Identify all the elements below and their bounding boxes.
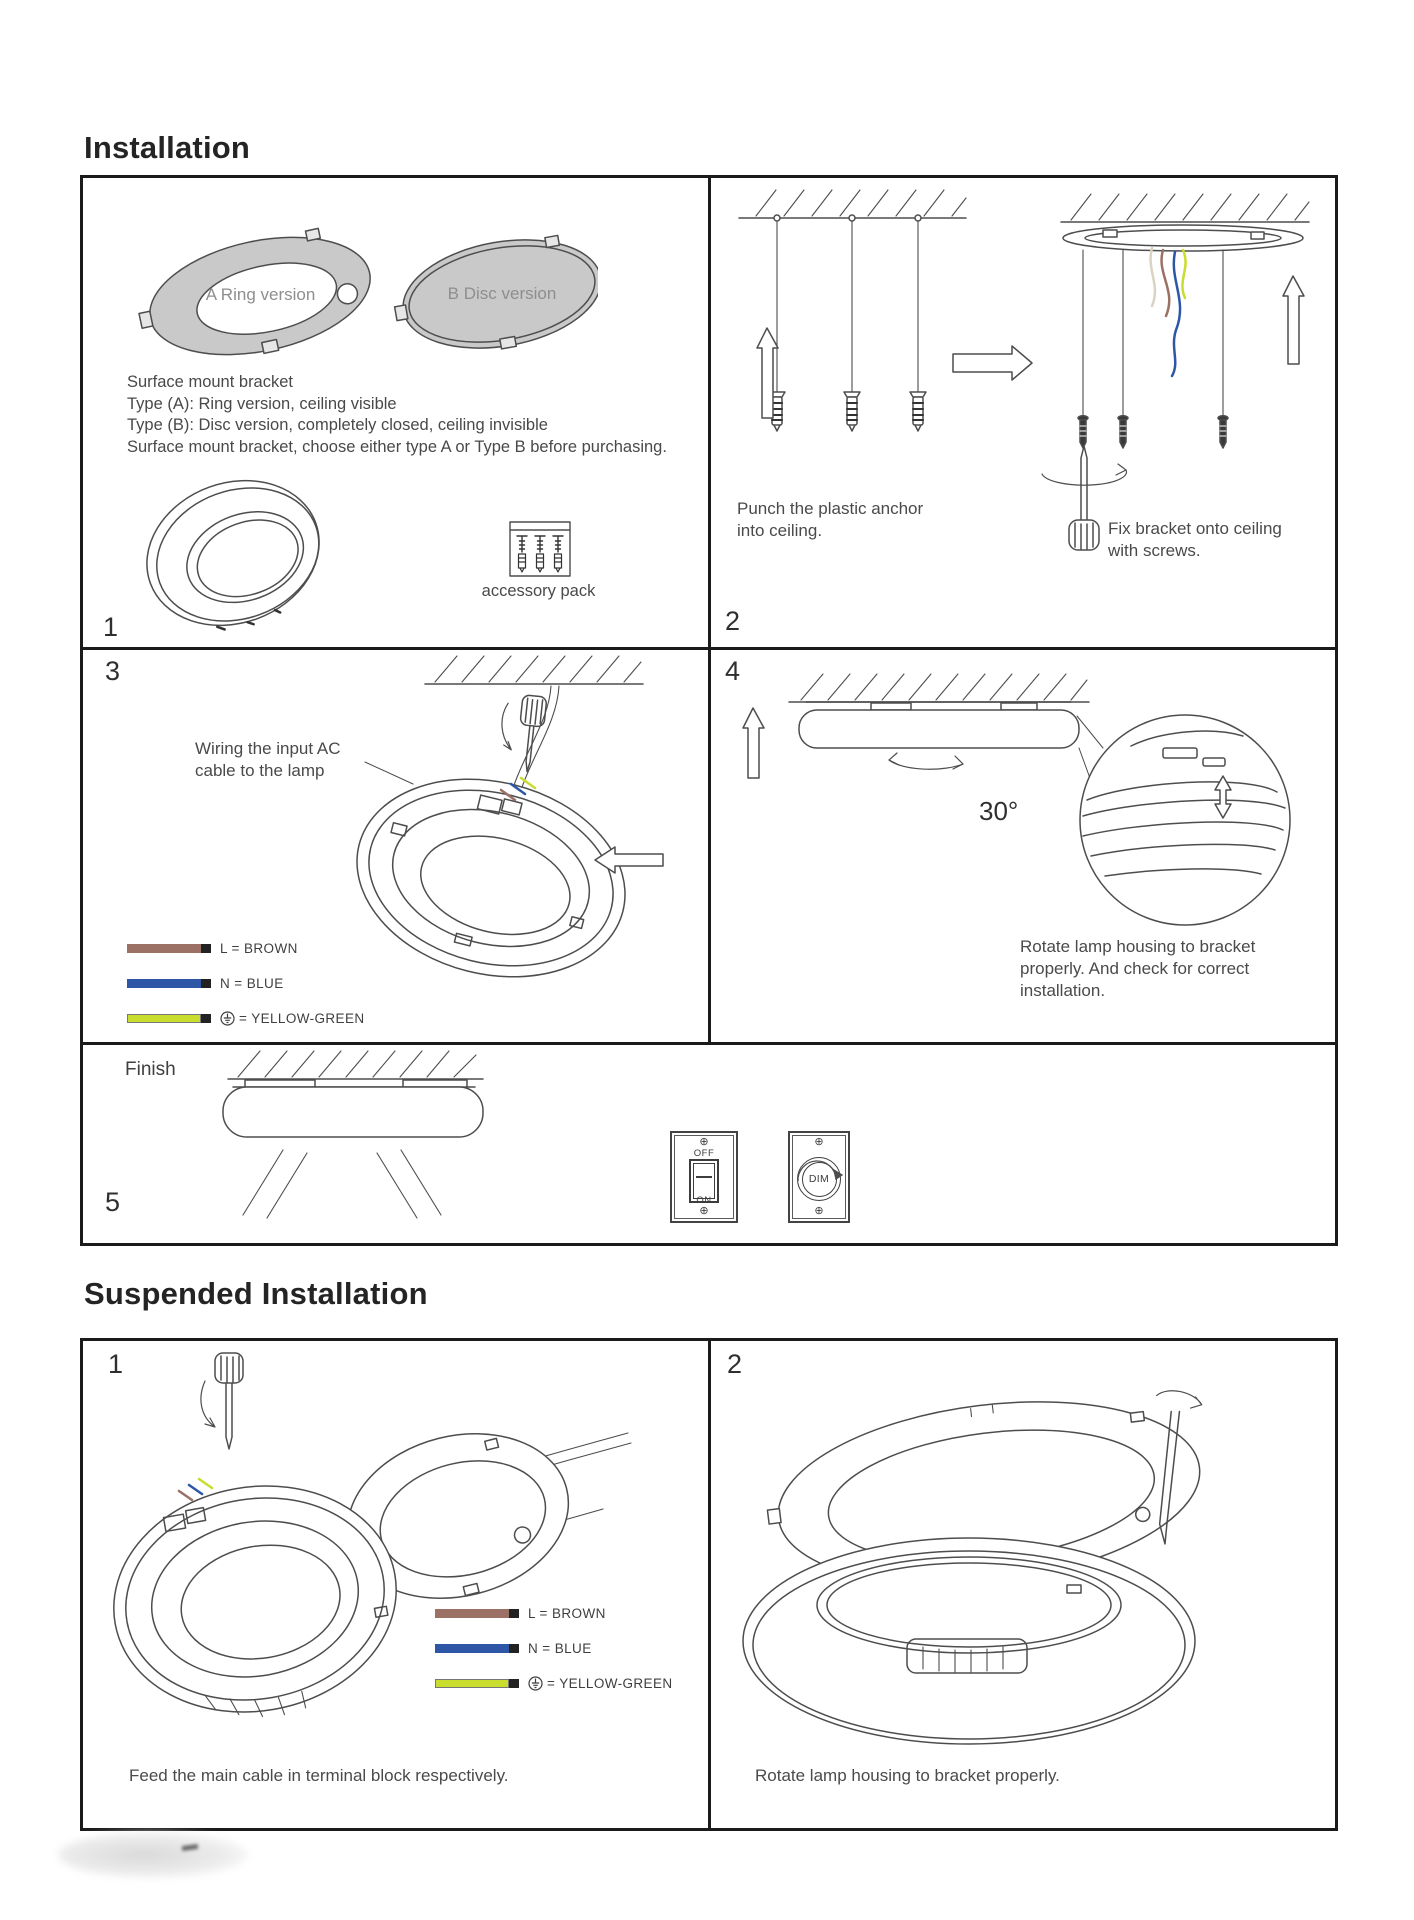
suspended-title: Suspended Installation — [84, 1276, 428, 1311]
panel-number: 1 — [103, 612, 119, 642]
panel-number: 5 — [105, 1187, 121, 1217]
on-off-switch-plate — [670, 1131, 738, 1223]
panel-1 — [83, 178, 711, 647]
description-line: Type (B): Disc version, completely closed, ceiling invisible — [127, 416, 548, 434]
row-2 — [83, 650, 1335, 1045]
blue-wire-swatch — [435, 1644, 509, 1653]
screw-head-icon: ⊕ — [814, 1205, 824, 1217]
panel-3 — [83, 650, 711, 1042]
lamp-housing-drawing — [743, 1538, 1195, 1744]
panel-4 — [711, 650, 1335, 1042]
fix-bracket-caption: Fix bracket onto ceiling with screws. — [1108, 519, 1282, 560]
screwdriver-icon — [497, 693, 547, 773]
installation-title: Installation — [84, 130, 251, 165]
switch-off-label: OFF — [693, 1148, 715, 1159]
detail-circle — [1080, 715, 1290, 925]
switch-on-label: ON — [696, 1194, 712, 1206]
screw-icon — [1118, 416, 1128, 448]
panel-number: 2 — [727, 1349, 743, 1379]
anchor-icon — [844, 392, 860, 431]
feed-cable-caption: Feed the main cable in terminal block respectively. — [129, 1766, 509, 1785]
row-3 — [83, 1045, 1335, 1243]
bracket-drawing — [1063, 225, 1303, 251]
up-arrow-icon — [743, 708, 764, 778]
angle-label: 30° — [979, 796, 1019, 826]
punch-anchor-caption: Punch the plastic anchor into ceiling. — [737, 499, 924, 540]
legend-row-yellow-green: = YELLOW-GREEN — [127, 1012, 365, 1024]
brown-wire-swatch — [435, 1609, 509, 1618]
mounted-lamp-side-view — [223, 1080, 483, 1137]
accessory-pack-label: accessory pack — [481, 582, 596, 600]
screw-icon — [1078, 416, 1088, 448]
feed-cable-drawing — [83, 1341, 705, 1822]
description-line: Surface mount bracket, choose either type A or Type B before purchasing. — [127, 437, 667, 456]
rotate-housing-suspended-drawing — [711, 1341, 1329, 1822]
panel-number: 4 — [725, 656, 741, 686]
lamp-ring-3d-drawing — [138, 463, 333, 638]
row-suspended — [83, 1341, 1335, 1828]
ceiling-hatch — [1061, 194, 1309, 222]
finish-label: Finish — [125, 1059, 176, 1080]
panel-number: 1 — [108, 1349, 124, 1379]
lamp-side-view — [799, 702, 1079, 748]
dimmer-plate — [788, 1131, 850, 1223]
rotate-arc-icon — [791, 1149, 843, 1189]
anchor-icon — [910, 392, 926, 431]
ring-version-label: A Ring version — [205, 285, 316, 304]
ceiling-hatch — [789, 674, 1089, 702]
panel-number: 3 — [105, 656, 121, 686]
legend-row-yellow-green: = YELLOW-GREEN — [435, 1677, 673, 1689]
earth-ground-icon — [528, 1676, 543, 1691]
description-line: Type (A): Ring version, ceiling visible — [127, 394, 397, 413]
brown-wire-swatch — [127, 944, 201, 953]
panel-number: 2 — [725, 606, 741, 636]
next-step-arrow-icon — [953, 346, 1032, 380]
legend-row-blue: N = BLUE — [435, 1642, 673, 1654]
earth-ground-icon — [220, 1011, 235, 1026]
ac-wires — [1151, 248, 1186, 376]
wire-color-legend — [435, 1607, 673, 1712]
screw-head-icon: ⊕ — [699, 1136, 709, 1148]
light-rays — [243, 1150, 441, 1218]
up-arrow-icon — [1283, 276, 1304, 364]
screw-icon — [1218, 416, 1228, 448]
suspended-panel-2 — [711, 1341, 1335, 1828]
wire-color-legend — [127, 942, 365, 1047]
installation-diagram-box — [80, 175, 1338, 1246]
redacted-logo-smudge — [58, 1832, 248, 1878]
screw-head-icon: ⊕ — [699, 1205, 709, 1217]
bracket-description — [127, 372, 667, 458]
suspended-diagram-box — [80, 1338, 1338, 1831]
rotate-housing-caption: Rotate lamp housing to bracket properly. — [755, 1766, 1060, 1785]
ceiling-hatch — [425, 656, 643, 684]
legend-row-brown: L = BROWN — [127, 942, 365, 954]
ceiling-hatch — [739, 190, 966, 218]
wiring-caption: Wiring the input AC cable to the lamp — [195, 739, 341, 780]
rotate-caption: Rotate lamp housing to bracket properly. And check for correct installation. — [1020, 937, 1256, 1000]
dim-label: DIM — [802, 1162, 837, 1197]
rotate-arrow-icon — [889, 753, 963, 769]
description-line: Surface mount bracket — [127, 373, 293, 391]
screwdriver-icon — [201, 1353, 243, 1449]
yellow-green-wire-swatch — [435, 1679, 509, 1688]
legend-row-blue: N = BLUE — [127, 977, 365, 989]
lamp-housing-drawing — [336, 752, 646, 1004]
blue-wire-swatch — [127, 979, 201, 988]
legend-row-brown: L = BROWN — [435, 1607, 673, 1619]
leader-line — [365, 762, 413, 784]
ceiling-hatch — [228, 1051, 483, 1079]
panel-2 — [711, 178, 1335, 647]
panel-5 — [83, 1045, 1335, 1243]
anchor-and-bracket-drawing — [711, 178, 1329, 645]
row-1 — [83, 178, 1335, 650]
yellow-green-wire-swatch — [127, 1014, 201, 1023]
suspended-panel-1 — [83, 1341, 711, 1828]
screw-head-icon: ⊕ — [814, 1136, 824, 1148]
accessory-pack-drawing — [508, 514, 572, 578]
disc-version-label: B Disc version — [447, 284, 557, 303]
